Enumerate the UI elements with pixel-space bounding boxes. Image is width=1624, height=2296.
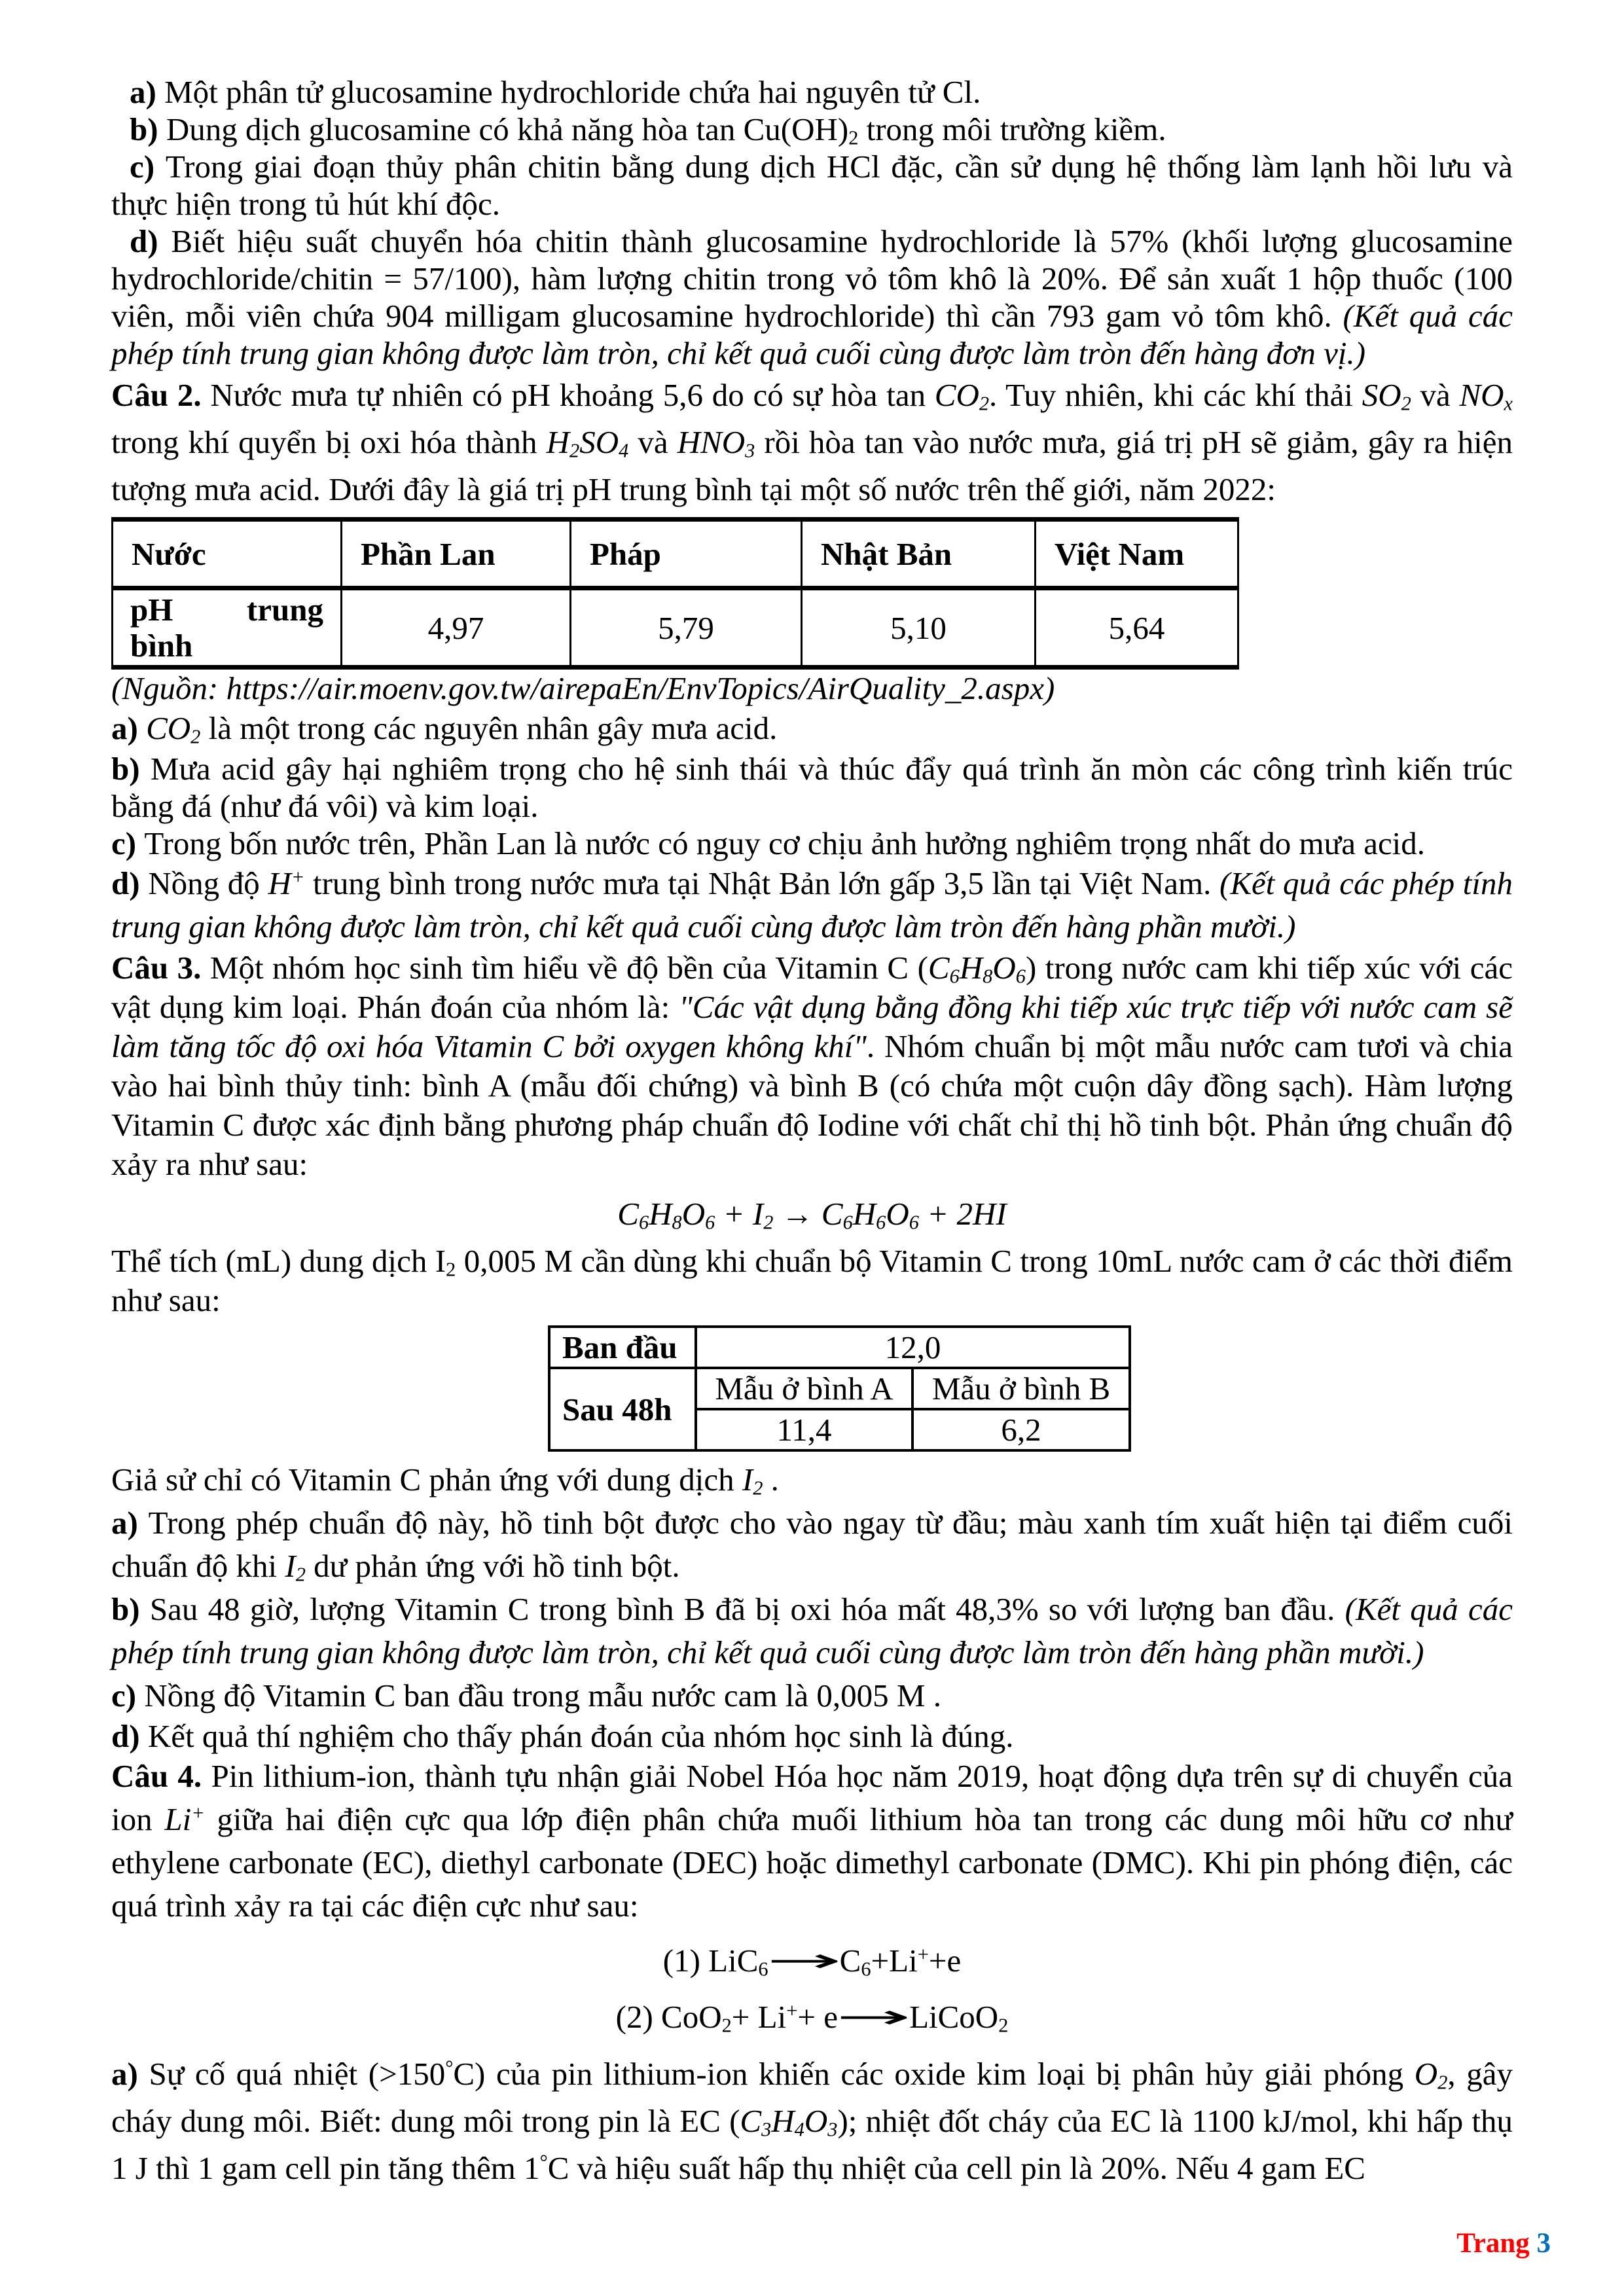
ph-table-header-vietnam: Việt Nam <box>1036 520 1238 588</box>
ph-table-header-finland: Phần Lan <box>342 520 571 588</box>
q3-item-b: b) Sau 48 giờ, lượng Vitamin C trong bình B đã bị oxi hóa mất 48,3% so với lượng ban đầu. (Kết quả các phép tính trung gian không được làm tròn, chỉ kết quả cuối cùng được làm tròn đến hàng phần mười.) <box>111 1591 1513 1670</box>
titration-volume-text: Thể tích (mL) dung dịch $I_2$ 0,005 M cần dùng khi chuẩn bộ Vitamin C trong 10mL nước cam ở các thời điểm như sau: <box>111 1243 1513 1318</box>
ph-table-header-japan: Nhật Bản <box>802 520 1036 588</box>
ph-value-vietnam: 5,64 <box>1036 588 1238 668</box>
footer-page-label: Trang <box>1456 2228 1530 2259</box>
titration-flask-a-value: 11,4 <box>696 1409 912 1450</box>
q3-item-d: d) Kết quả thí nghiệm cho thấy phán đoán của nhóm học sinh là đúng. <box>111 1718 1014 1754</box>
ph-table-row-label <box>113 588 342 668</box>
electrode-equation-1: (1) $LiC_6\to C_6+Li^++e$ <box>662 1942 962 1981</box>
electrode-equation-2: (2) CoO$_2$+ Li++ e→LiCoO$_2$ <box>615 1998 1009 2037</box>
ph-value-japan: 5,10 <box>802 588 1036 668</box>
titration-initial-row <box>549 1327 1130 1368</box>
ph-table-data-row <box>113 588 1238 668</box>
ph-label-part1: pH <box>130 592 173 628</box>
titration-flask-b-header: Mẫu ở bình B <box>912 1368 1130 1409</box>
question-3-intro: Câu 3. Một nhóm học sinh tìm hiểu về độ bền của Vitamin C $(C_6H_8O_6)$ trong nước cam khi tiếp xúc với các vật dụng kim loại. Phán đoán của nhóm là: "Các vật dụng bằng đồng khi tiếp xúc trực tiếp với nước cam sẽ làm tăng tốc độ oxi hóa Vitamin C bởi oxygen không khí". Nhóm chuẩn bị một mẫu nước cam tươi và chia vào hai bình thủy tinh: bình A (mẫu đối chứng) và bình B (có chứa một cuộn dây đồng sạch). Hàm lượng Vitamin C được xác định bằng phương pháp chuẩn độ Iodine với chất chỉ thị hồ tinh bột. Phản ứng chuẩn độ xảy ra như sau: <box>111 950 1513 1182</box>
source-note: (Nguồn: https://air.moenv.gov.tw/airepaEn/EnvTopics/AirQuality_2.aspx) <box>111 670 1055 706</box>
titration-flask-b-value: 6,2 <box>912 1409 1130 1450</box>
question-2-intro: Câu 2. Nước mưa tự nhiên có pH khoảng 5,6 do có sự hòa $\tan CO_2$. Tuy nhiên, khi các khí thải $SO_2$ và $NO_x$ trong khí quyển bị oxi hóa thành $H_2SO_4$ và $HNO_3$ rồi hòa tan vào nước mưa, giá trị pH sẽ giảm, gây ra hiện tượng mưa acid. Dưới đây là giá trị pH trung bình tại một số nước trên thế giới, năm 2022: <box>111 377 1513 507</box>
vitamin-c-iodine-equation: $C_6H_8O_6 + I_2 \to C_6H_6O_6 + 2HI$ <box>617 1196 1007 1234</box>
page-footer <box>1456 2228 1551 2259</box>
q2-item-b: b) Mưa acid gây hại nghiêm trọng cho hệ sinh thái và thúc đẩy quá trình ăn mòn các công trình kiến trúc bằng đá (như đá vôi) và kim loại. <box>111 751 1513 824</box>
footer-page-number: 3 <box>1536 2228 1551 2259</box>
ph-table-header-country: Nước <box>113 520 342 588</box>
page-content <box>111 73 1513 2192</box>
q1-item-c: c) Trong giai đoạn thủy phân chitin bằng dung dịch HCl đặc, cần sử dụng hệ thống làm lạnh hồi lưu và thực hiện trong tủ hút khí độc. <box>111 149 1513 222</box>
q2-item-c: c) Trong bốn nước trên, Phần Lan là nước có nguy cơ chịu ảnh hưởng nghiêm trọng nhất do mưa acid. <box>111 825 1426 861</box>
titration-initial-value: 12,0 <box>696 1327 1130 1368</box>
question-4-intro: Câu 4. Pin lithium-ion, thành tựu nhận giải Nobel Hóa học năm 2019, hoạt động dựa trên sự di chuyển của ion Li+ giữa hai điện cực qua lớp điện phân chứa muối lithium hòa tan trong các dung môi hữu cơ như ethylene carbonate (EC), diethyl carbonate (DEC) hoặc dimethyl carbonate (DMC). Khi pin phóng điện, các quá trình xảy ra tại các điện cực như sau: <box>111 1758 1513 1924</box>
titration-flask-header-row <box>549 1368 1130 1409</box>
titration-after-label: Sau 48h <box>549 1368 696 1450</box>
ph-table <box>111 517 1239 670</box>
q2-item-d: d) Nồng độ H+ trung bình trong nước mưa tại Nhật Bản lớn gấp 3,5 lần tại Việt Nam. (Kết quả các phép tính trung gian không được làm tròn, chỉ kết quả cuối cùng được làm tròn đến hàng phần mười.) <box>111 865 1513 944</box>
q3-item-a: a) Trong phép chuẩn độ này, hồ tinh bột được cho vào ngay từ đầu; màu xanh tím xuất hiện tại điểm cuối chuẩn độ khi $I_2$ dư phản ứng với hồ tinh bột. <box>111 1505 1513 1586</box>
titration-flask-a-header: Mẫu ở bình A <box>696 1368 912 1409</box>
titration-table <box>548 1325 1131 1452</box>
q2-item-a: a) $CO_2$ là một trong các nguyên nhân gây mưa acid. <box>111 710 778 748</box>
ph-table-header-row <box>113 520 1238 588</box>
ph-table-header-france: Pháp <box>571 520 802 588</box>
titration-initial-label: Ban đầu <box>549 1327 696 1368</box>
ph-label-part3: bình <box>130 628 193 664</box>
q3-item-c: c) Nồng độ Vitamin C ban đầu trong mẫu nước cam là 0,005 M . <box>111 1677 941 1713</box>
q4-item-a: a) Sự cố quá nhiệt (>150°C) của pin lithium-ion khiến các oxide kim loại bị phân hủy giải phóng $O_2$, gây cháy dung môi. Biết: dung môi trong pin là EC $(C_3H_4O_3)$; nhiệt đốt cháy của EC là 1100 kJ/mol, khi hấp thụ 1 J thì 1 gam cell pin tăng thêm 1°C và hiệu suất hấp thụ nhiệt của cell pin là 20%. Nếu 4 gam EC <box>111 2056 1513 2186</box>
q1-item-d: d) Biết hiệu suất chuyển hóa chitin thành glucosamine hydrochloride là 57% (khối lượng glucosamine hydrochloride/chitin = 57/100), hàm lượng chitin trong vỏ tôm khô là 20%. Để sản xuất 1 hộp thuốc (100 viên, mỗi viên chứa 904 milligam glucosamine hydrochloride) thì cần 793 gam vỏ tôm khô. (Kết quả các phép tính trung gian không được làm tròn, chỉ kết quả cuối cùng được làm tròn đến hàng đơn vị.) <box>111 223 1513 371</box>
q1-item-b: b) Dung dịch glucosamine có khả năng hòa $\tan Cu(OH)_2$ trong môi trường kiềm. <box>130 111 1166 149</box>
ph-value-finland: 4,97 <box>342 588 571 668</box>
assumption-text: Giả sử chỉ có Vitamin C phản ứng với dung dịch $I_2$ . <box>111 1462 779 1499</box>
q1-item-a: a) Một phân tử glucosamine hydrochloride chứa hai nguyên tử Cl. <box>130 74 981 110</box>
ph-value-france: 5,79 <box>571 588 802 668</box>
ph-label-part2: trung <box>246 592 323 628</box>
